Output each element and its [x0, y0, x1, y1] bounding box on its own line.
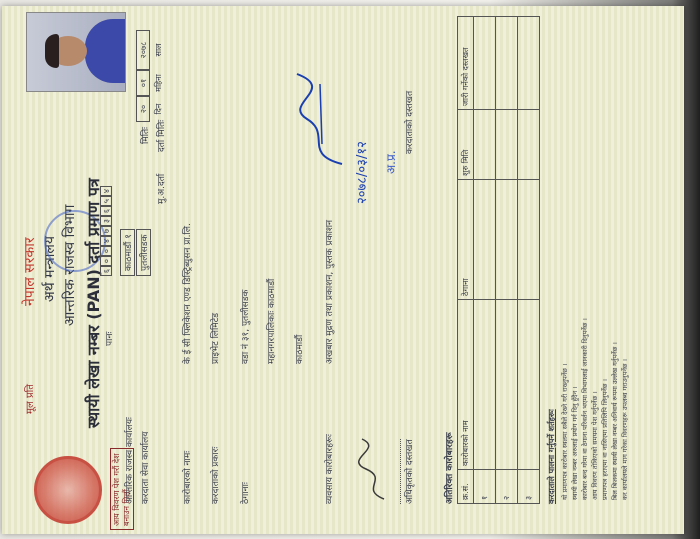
- date-caption-month: महिना: [154, 74, 163, 92]
- table-row: [518, 17, 540, 504]
- date-label: मितिः: [141, 127, 151, 144]
- branches-header-row: [458, 17, 474, 504]
- branches-title: अतिरिक्त कारोबारहरू: [445, 432, 455, 504]
- pan-digit: ६: [100, 266, 112, 276]
- pan-certificate-sheet: [2, 6, 684, 534]
- condition-item: स्थायी लेखा नम्बर अरुलाई प्रयोग गर्न दिनु हुँदैन ।: [571, 386, 579, 500]
- table-cell: [474, 300, 496, 470]
- office-label: आन्तरिक राजस्व कार्यालयः: [125, 417, 135, 504]
- pan-digit: ६: [100, 206, 112, 216]
- table-cell: [474, 17, 496, 110]
- address-district-value: काठमाडौं: [295, 334, 305, 364]
- column-header: शुरु मिति: [458, 110, 474, 180]
- column-header: क्र.सं.: [458, 470, 474, 504]
- table-cell: [496, 180, 518, 300]
- table-cell: [518, 110, 540, 180]
- pan-digit: ४: [100, 236, 112, 246]
- office-value: काठमाडौं १: [120, 229, 135, 276]
- pan-digit: ७: [100, 226, 112, 236]
- pan-label: पानः: [105, 331, 115, 346]
- table-cell: [474, 110, 496, 180]
- address-municipality-value: महानगरपालिकाः काठमाडौं: [267, 278, 277, 364]
- department-heading: आन्तरिक राजस्व विभाग: [62, 204, 78, 326]
- pan-number-boxes: [100, 186, 112, 276]
- condition-item: आय विवरण तोकिएको समयमा पेश गर्नुपर्नेछ ।: [591, 391, 599, 500]
- table-row: [496, 17, 518, 504]
- condition-item: यो प्रमाणपत्र कारोबार स्थलमा सबैले देख्ने गरी राख्नुपर्नेछ ।: [561, 363, 569, 500]
- country-heading: नेपाल सरकार: [22, 237, 38, 306]
- conditions-heading: करदाताले पालना गर्नुपर्ने शर्तहरूः: [547, 409, 556, 504]
- condition-item: प्रमाणपत्र हराएमा वा नासिएमा प्रतिलिपि लिनुपर्नेछ ।: [601, 378, 609, 500]
- pan-digit: ३: [100, 216, 112, 226]
- taxpayer-handwritten-date: २०७८/०३/१२: [355, 141, 370, 204]
- taxpayer-photo: [26, 12, 126, 92]
- condition-item: बिल बिजकमा स्थायी लेखा नम्बर अनिवार्य रूपमा उल्लेख गर्नुपर्नेछ ।: [611, 342, 619, 500]
- pan-digit: ०: [100, 246, 112, 256]
- certificate-content: [2, 6, 684, 534]
- table-cell: [496, 110, 518, 180]
- officer-signature: [354, 434, 394, 504]
- table-row: [474, 17, 496, 504]
- table-cell: [474, 180, 496, 300]
- column-header: ठेगाना: [458, 180, 474, 300]
- taxpayer-signature-caption: करदाताको दस्तखत: [405, 90, 415, 154]
- business-name-value: के ई सी फ्लिकेशन एण्ड डिस्ट्रिब्युसन प्रा.लि.: [183, 223, 193, 364]
- table-cell: [518, 17, 540, 110]
- condition-item: कर कार्यालयले माग गरेका विवरणहरू उपलब्ध गराउनुपर्नेछ ।: [621, 358, 629, 500]
- issue-date-boxes: [136, 30, 150, 122]
- updated-date-label: दर्ता मितिः: [157, 119, 167, 152]
- taxpayer-signature-ink: [282, 54, 352, 174]
- nepal-emblem-icon: [34, 456, 102, 524]
- taxpayer-office-value: पुतलीसडक: [136, 230, 151, 277]
- pan-digit: ४: [100, 186, 112, 196]
- table-cell: [518, 300, 540, 470]
- column-header: कारोबारको नाम: [458, 300, 474, 470]
- ministry-heading: अर्थ मन्त्रालय: [42, 236, 58, 302]
- taxpayer-office-label: करदाता सेवा कार्यालय: [141, 431, 151, 504]
- table-cell: २: [496, 470, 518, 504]
- table-cell: १: [474, 470, 496, 504]
- column-header: जारी गर्नेको दस्तखत: [458, 17, 474, 110]
- main-business-value: अखबार मुद्रण तथा प्रकाशन, पुस्तक प्रकाशन: [325, 219, 335, 364]
- table-cell: ३: [518, 470, 540, 504]
- condition-item: कारोबार बन्द गरेमा वा ठेगाना परिवर्तन भएमा विभागलाई जानकारी दिनुपर्नेछ ।: [581, 318, 589, 500]
- pan-digit: ५: [100, 196, 112, 206]
- main-business-label: व्यवसाय कारोबारहरूः: [325, 434, 335, 504]
- table-cell: [496, 17, 518, 110]
- tagline: आय विवरण पेश गरौं देश बनाउन मिलौं: [110, 448, 134, 530]
- date-day: २०: [136, 96, 150, 122]
- taxpayer-type-value: प्राइभेट लिमिटेड: [211, 312, 221, 364]
- updated-label: मु.अ.दर्ता: [157, 173, 167, 204]
- branches-table: [457, 16, 540, 504]
- business-name-label: कारोबारको नामः: [183, 450, 193, 504]
- date-caption-day: दिन: [154, 103, 163, 115]
- page-title: स्थायी लेखा नम्बर (PAN) दर्ता प्रमाण पत्र: [84, 178, 103, 428]
- date-year: २०७८: [136, 30, 150, 70]
- taxpayer-type-label: करदाताको प्रकारः: [211, 446, 221, 504]
- date-caption-year: साल: [154, 43, 163, 57]
- table-cell: [496, 300, 518, 470]
- date-month: ०१: [136, 70, 150, 96]
- copy-label: मूल प्रति: [25, 384, 36, 414]
- address-ward-value: वडा नं ३१, पुतलीसडक: [241, 289, 251, 364]
- address-label: ठेगानाः: [241, 482, 251, 504]
- date-captions: [152, 30, 166, 122]
- officer-signature-caption: अधिकृतको दस्तखत: [400, 439, 415, 504]
- pan-digit: ०: [100, 256, 112, 266]
- table-cell: [518, 180, 540, 300]
- stamp-note: अ.प्र.: [384, 150, 398, 174]
